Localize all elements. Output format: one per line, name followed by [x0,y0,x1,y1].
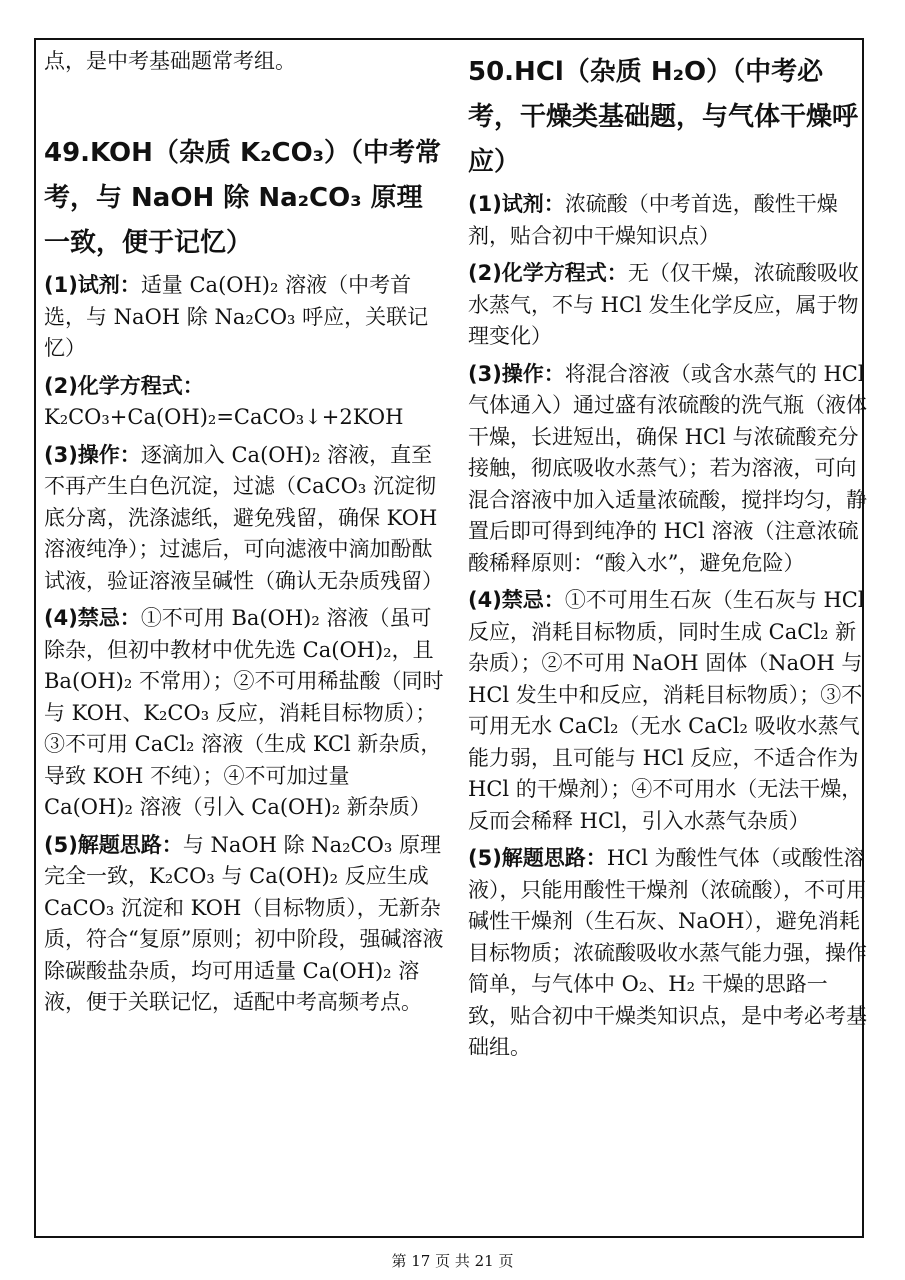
intro-text: 点，是中考基础题常考组。 [44,49,296,73]
section-49-items [44,270,444,1019]
item-approach: (5)解题思路：HCl 为酸性气体（或酸性溶液），只能用酸性干燥剂（浓硫酸），不可用碱性干燥剂（生石灰、NaOH），避免消耗目标物质；浓硫酸吸收水蒸气能力强，操作简单，与气体中 O₂、H₂ 干燥的思路一致，贴合初中干燥类知识点，是中考必考基础组。 [468,846,867,1059]
item-approach: (5)解题思路：与 NaOH 除 Na₂CO₃ 原理完全一致，K₂CO₃ 与 Ca(OH)₂ 反应生成 CaCO₃ 沉淀和 KOH（目标物质），无新杂质，符合“复原”原则；初中阶段，强碱溶液除碳酸盐杂质，均可用适量 Ca(OH)₂ 溶液，便于关联记忆，适配中考高频考点。 [44,832,444,1014]
section-50-title: 50.HCl（杂质 H₂O）（中考必考，干燥类基础题，与气体干燥呼应） [468,57,859,177]
item-operation: (3)操作：逐滴加入 Ca(OH)₂ 溶液，直至不再产生白色沉淀，过滤（CaCO₃ 沉淀彻底分离，洗涤滤纸，避免残留，确保 KOH 溶液纯净）；过滤后，可向滤液中滴加酚酞试液，验证溶液呈碱性（确认无杂质残留） [44,442,443,593]
item-taboo: (4)禁忌：①不可用 Ba(OH)₂ 溶液（虽可除杂，但初中教材中优先选 Ca(OH)₂，且 Ba(OH)₂ 不常用）；②不可用稀盐酸（同时与 KOH、K₂CO₃ 反应，消耗目标物质）；③不可用 CaCl₂ 溶液（生成 KCl 新杂质，导致 KOH 不纯）；④不可加过量 Ca(OH)₂ 溶液（引入 Ca(OH)₂ 新杂质） [44,606,444,819]
item-equation: (2)化学方程式：K₂CO₃+Ca(OH)₂=CaCO₃↓+2KOH [44,373,404,429]
item-reagent: (1)试剂：适量 Ca(OH)₂ 溶液（中考首选，与 NaOH 除 Na₂CO₃ 呼应，关联记忆） [44,273,429,360]
item-operation: (3)操作：将混合溶液（或含水蒸气的 HCl 气体通入）通过盛有浓硫酸的洗气瓶（液体干燥，长进短出，确保 HCl 与浓硫酸充分接触，彻底吸收水蒸气）；若为溶液，可向混合溶液中加入适量浓硫酸，搅拌均匀，静置后即可得到纯净的 HCl 溶液（注意浓硫酸稀释原则：“酸入水”，避免危险） [468,361,867,575]
item-taboo: (4)禁忌：①不可用生石灰（生石灰与 HCl 反应，消耗目标物质，同时生成 CaCl₂ 新杂质）；②不可用 NaOH 固体（NaOH 与 HCl 发生中和反应，消耗目标物质）；③不可用无水 CaCl₂（无水 CaCl₂ 吸收水蒸气能力弱，且可能与 HCl 反应，不适合作为 HCl 的干燥剂）；④不可用水（无法干燥，反而会稀释 HCl，引入水蒸气杂质） [468,588,865,833]
section-49-title: 49.KOH（杂质 K₂CO₃）（中考常考，与 NaOH 除 Na₂CO₃ 原理一致，便于记忆） [44,138,442,258]
right-column [468,40,868,1070]
page-frame [34,38,867,1238]
page-number: 第 17 页 共 21 页 [391,1252,514,1270]
item-equation: (2)化学方程式：无（仅干燥，浓硫酸吸收水蒸气，不与 HCl 发生化学反应，属于物理变化） [468,261,859,348]
left-column [44,40,444,1025]
section-50-items [468,189,868,1064]
item-reagent: (1)试剂：浓硫酸（中考首选，酸性干燥剂，贴合初中干燥知识点） [468,192,838,248]
